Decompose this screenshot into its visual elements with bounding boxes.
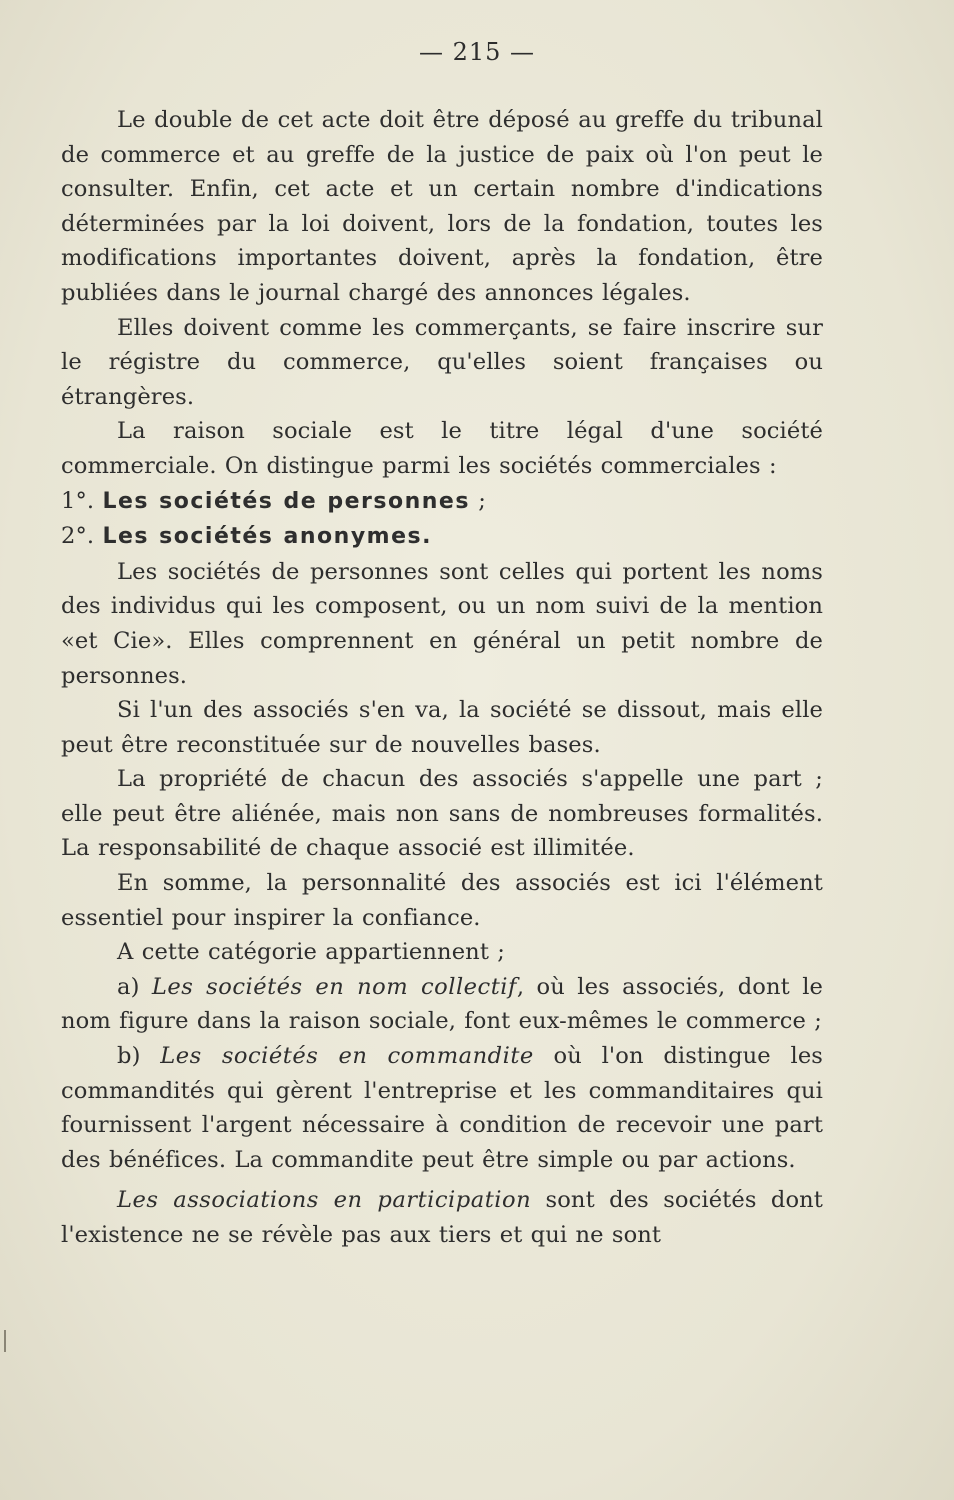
list-item-anonymes — [61, 519, 823, 555]
item-prefix: a) — [117, 973, 152, 1000]
paragraph-registry: Elles doivent comme les commerçants, se faire inscrire sur le régistre du commerce, qu'elles soient françaises ou étrangères. — [61, 314, 823, 410]
item-description: , où les associés, dont le nom figure dans la raison sociale, font eux-mêmes le commerce ; — [61, 973, 823, 1035]
paragraph-dissolution: Si l'un des associés s'en va, la société se dissout, mais elle peut être reconstituée sur de nouvelles bases. — [61, 697, 823, 758]
item-prefix: b) — [117, 1043, 161, 1070]
paragraph-raison-sociale: La raison sociale est le titre légal d'une société commerciale. On distingue parmi les sociétés commerciales : — [61, 418, 823, 479]
term-nom-collectif: Les sociétés en nom collectif — [151, 973, 517, 1000]
body-text — [61, 103, 823, 1253]
term-associations-participation: Les associations en participation — [117, 1187, 532, 1214]
paragraph-participation — [61, 1183, 823, 1252]
item-description: sont des sociétés dont l'existence ne se révèle pas aux tiers et qui ne sont — [61, 1187, 823, 1248]
term-commandite: Les sociétés en commandite — [160, 1043, 534, 1070]
heading-societes-personnes: Les sociétés de personnes — [102, 488, 470, 514]
list-item-personnes — [61, 484, 823, 520]
page-edge-mark — [4, 1330, 6, 1352]
heading-societes-anonymes: Les sociétés anonymes. — [102, 524, 432, 550]
list-number: 1°. — [61, 487, 95, 514]
list-number: 2°. — [61, 523, 95, 550]
paragraph-deposit: Le double de cet acte doit être déposé au greffe du tribunal de commerce et au greffe de la justice de paix où l'on peut le consulter. Enfin, cet acte et un certain nombre d'indications déterminées par la loi doivent, lors de la fondation, toutes les modifications importantes doivent, après la fondation, être publiées dans le journal chargé des annonces légales. — [61, 107, 823, 306]
paragraph-propriete: La propriété de chacun des associés s'appelle une part ; elle peut être aliénée, mais non sans de nombreuses formalités. La responsabilité de chaque associé est illimitée. — [61, 766, 823, 862]
paragraph-categorie: A cette catégorie appartiennent ; — [117, 939, 505, 966]
paragraph-personnes-def: Les sociétés de personnes sont celles qui portent les noms des individus qui les composent, ou un nom suivi de la mention «et Cie». Elles comprennent en général un petit nombre de personnes. — [61, 558, 823, 689]
page-number: — 215 — — [418, 38, 536, 66]
item-description: où l'on distingue les commandités qui gèrent l'entreprise et les commanditaires qui fournissent l'argent nécessaire à condition de recevoir une part des bénéfices. La commandite peut être simple ou par actions. — [61, 1043, 823, 1173]
list-punct: ; — [469, 487, 486, 514]
paragraph-nom-collectif — [61, 970, 823, 1039]
paragraph-commandite — [61, 1039, 823, 1177]
paragraph-personnalite: En somme, la personnalité des associés est ici l'élément essentiel pour inspirer la confiance. — [61, 870, 823, 931]
